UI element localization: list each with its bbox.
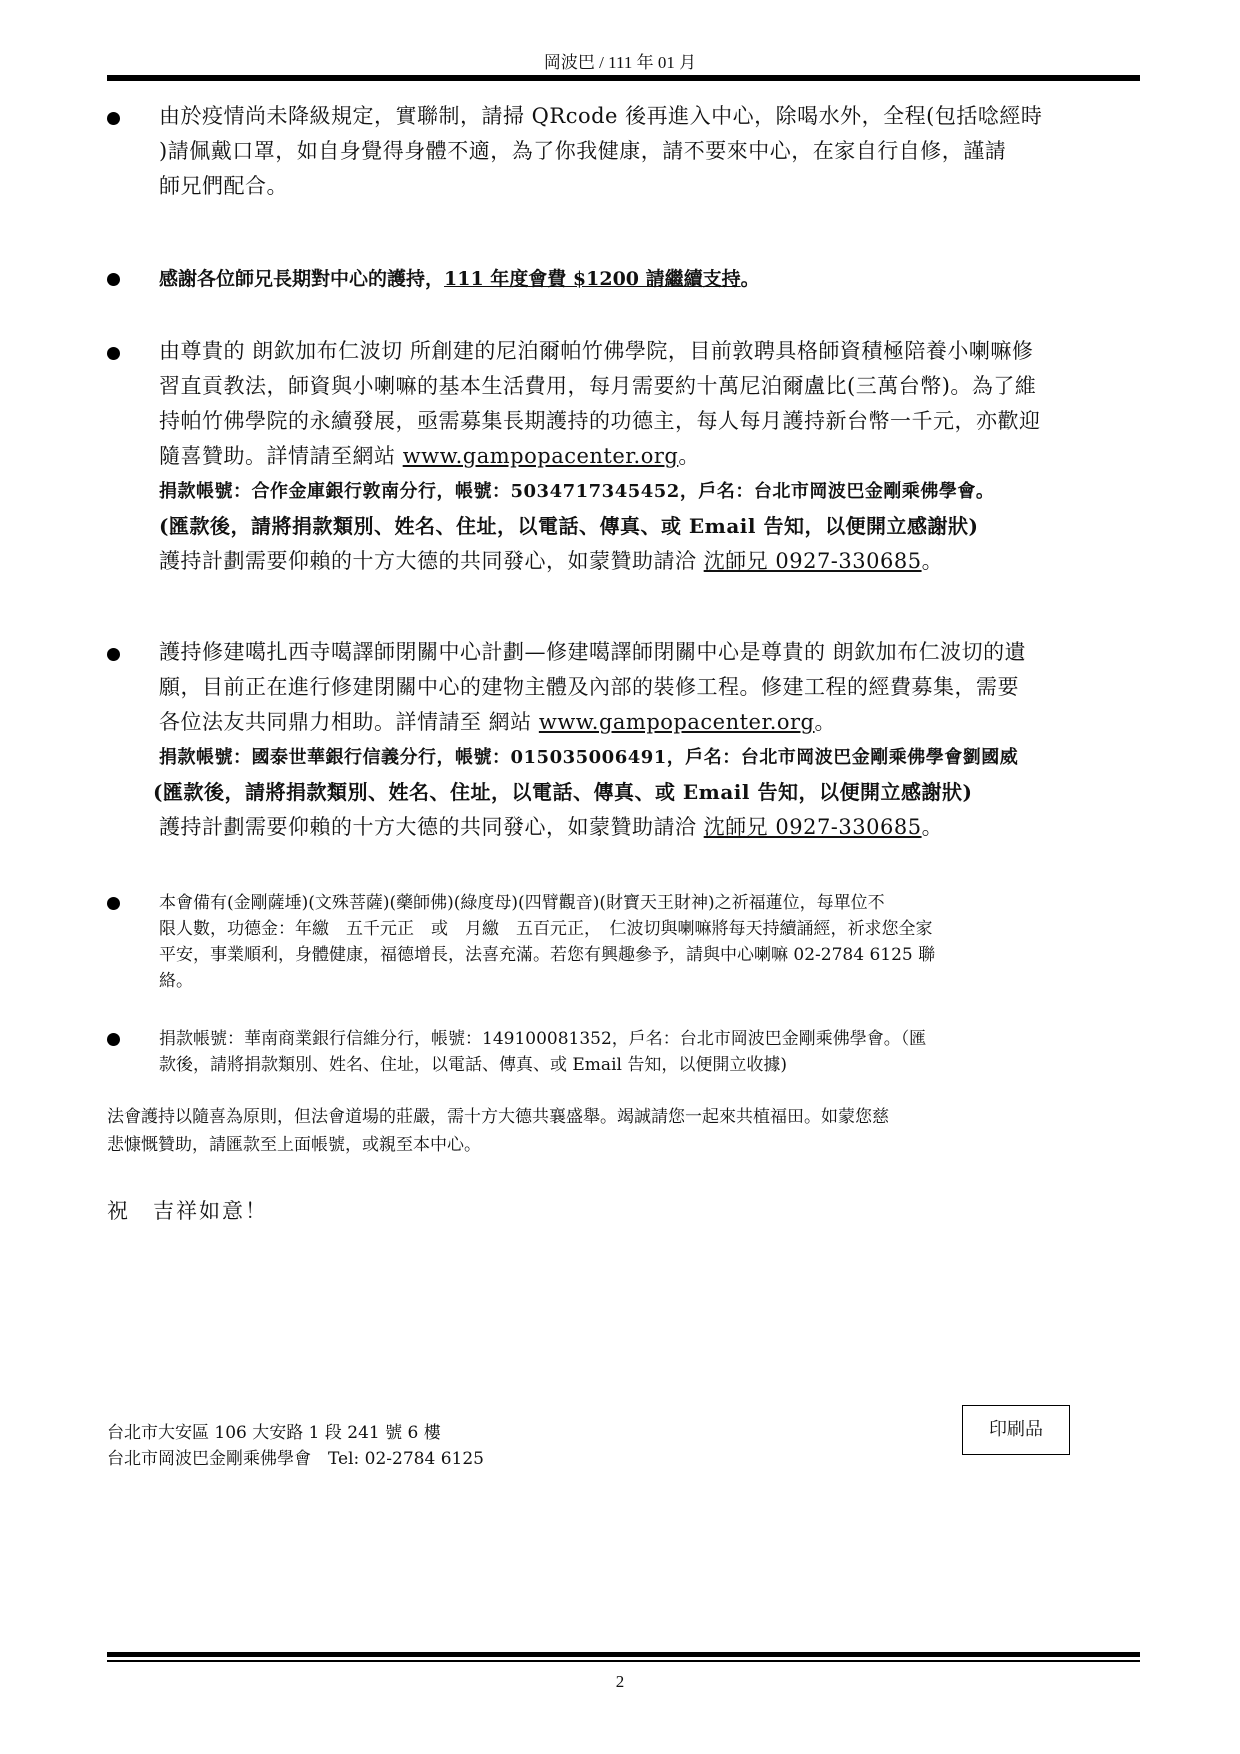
text-line: 由尊貴的 朗欽加布仁波切 所創建的尼泊爾帕竹佛學院，目前敦聘具格師資積極陪養小喇嘛修 — [159, 339, 1034, 363]
retreat-center-item — [107, 635, 1167, 845]
text-line: 護持修建噶扎西寺噶譯師閉關中心計劃—修建噶譯師閉關中心是尊貴的 朗欽加布仁波切的遺 — [159, 640, 1027, 664]
text-line: 絡。 — [159, 971, 193, 991]
web-prefix: 隨喜贊助。詳情請至網站 — [159, 444, 403, 468]
web-suffix: 。 — [814, 710, 837, 734]
text-line: 平安，事業順利，身體健康，福德增長，法喜充滿。若您有興趣參予，請與中心喇嘛 02-2784 6125 聯 — [159, 945, 936, 965]
text-line: 法會護持以隨喜為原則，但法會道場的莊嚴，需十方大德共襄盛舉。竭誠請您一起來共植福田。如蒙您慈 — [107, 1107, 889, 1127]
footer-address-block — [107, 1420, 484, 1472]
bullet-icon — [107, 112, 120, 125]
text-line: 捐款帳號：華南商業銀行信維分行，帳號：149100081352，戶名：台北市岡波巴金剛乘佛學會。（匯 — [159, 1029, 927, 1049]
account-info: 捐款帳號：合作金庫銀行敦南分行，帳號：5034717345452，戶名：台北市岡波巴金剛乘佛學會。 — [159, 481, 995, 502]
text-line: 師兄們配合。 — [159, 174, 288, 198]
text-line: 悲慷慨贊助，請匯款至上面帳號，或親至本中心。 — [107, 1135, 481, 1155]
notice-item-mask — [107, 99, 1167, 204]
text-line: 持帕竹佛學院的永續發展，亟需募集長期護持的功德主，每人每月護持新台幣一千元，亦歡迎 — [159, 409, 1041, 433]
remittance-notice: (匯款後，請將捐款類別、姓名、住址，以電話、傳真、或 Email 告知，以便開立感謝狀) — [159, 514, 979, 538]
contact-suffix: 。 — [921, 549, 944, 573]
buddhist-college-item — [107, 334, 1167, 579]
text-line: 款後，請將捐款類別、姓名、住址，以電話、傳真、或 Email 告知，以便開立收據) — [159, 1055, 787, 1075]
header-rule — [107, 75, 1140, 81]
page-number: 2 — [615, 1672, 625, 1691]
footer-rule-thin — [107, 1660, 1140, 1662]
text-line: 由於疫情尚未降級規定，實聯制，請掃 QRcode 後再進入中心，除喝水外，全程(包括唸經時 — [159, 104, 1043, 128]
contact-prefix: 護持計劃需要仰賴的十方大德的共同發心，如蒙贊助請洽 — [159, 549, 704, 573]
footer-address: 台北市大安區 106 大安路 1 段 241 號 6 樓 — [107, 1423, 441, 1443]
text-line: 願，目前正在進行修建閉關中心的建物主體及內部的裝修工程。修建工程的經費募集，需要 — [159, 675, 1019, 699]
text-line: 習直貢教法，師資與小喇嘛的基本生活費用，每月需要約十萬尼泊爾盧比(三萬台幣)。為了維 — [159, 374, 1037, 398]
website-link[interactable]: www.gampopacenter.org — [402, 444, 679, 468]
contact-phone[interactable]: 沈師兄 0927-330685 — [703, 549, 922, 573]
printed-matter-stamp: 印刷品 — [962, 1405, 1070, 1455]
text-line: 本會備有(金剛薩埵)(文殊菩薩)(藥師佛)(綠度母)(四臂觀音)(財寶天王財神)之祈福蓮位，每單位不 — [159, 893, 885, 913]
greeting: 祝 吉祥如意！ — [107, 1199, 268, 1223]
closing-paragraph — [107, 1103, 1157, 1159]
contact-suffix: 。 — [921, 815, 944, 839]
bullet-icon — [107, 347, 120, 360]
membership-fee-item — [107, 264, 1167, 294]
bullet-icon — [107, 897, 120, 910]
bullet-icon — [107, 273, 120, 286]
bullet-icon — [107, 1033, 120, 1046]
text-line: )請佩戴口罩，如自身覺得身體不適，為了你我健康，請不要來中心，在家自行自修，謹請 — [159, 139, 1007, 163]
donation-account-item — [107, 1026, 1167, 1078]
bullet-icon — [107, 648, 120, 661]
website-link[interactable]: www.gampopacenter.org — [538, 710, 815, 734]
fee-prefix: 感謝各位師兄長期對中心的護持， — [159, 268, 445, 290]
contact-phone[interactable]: 沈師兄 0927-330685 — [703, 815, 922, 839]
footer-org: 台北市岡波巴金剛乘佛學會 Tel: 02-2784 6125 — [107, 1449, 484, 1469]
page-header: 岡波巴 / 111 年 01 月 — [543, 53, 697, 72]
web-prefix: 各位法友共同鼎力相助。詳情請至 網站 — [159, 710, 539, 734]
text-line: 限人數，功德金：年繳 五千元正 或 月繳 五百元正， 仁波切與喇嘛將每天持續誦經，祈求您全家 — [159, 919, 933, 939]
account-info: 捐款帳號：國泰世華銀行信義分行，帳號：015035006491，戶名：台北市岡波巴金剛乘佛學會劉國威 — [159, 747, 1019, 768]
web-suffix: 。 — [678, 444, 700, 468]
blessing-lotus-item — [107, 890, 1167, 994]
remittance-notice: (匯款後，請將捐款類別、姓名、住址，以電話、傳真、或 Email 告知，以便開立感謝狀) — [153, 780, 973, 804]
fee-amount: 111 年度會費 $1200 請繼續支持 — [444, 268, 741, 290]
footer-rule-thick — [107, 1652, 1140, 1657]
contact-prefix: 護持計劃需要仰賴的十方大德的共同發心，如蒙贊助請洽 — [159, 815, 704, 839]
fee-suffix: 。 — [740, 268, 760, 290]
